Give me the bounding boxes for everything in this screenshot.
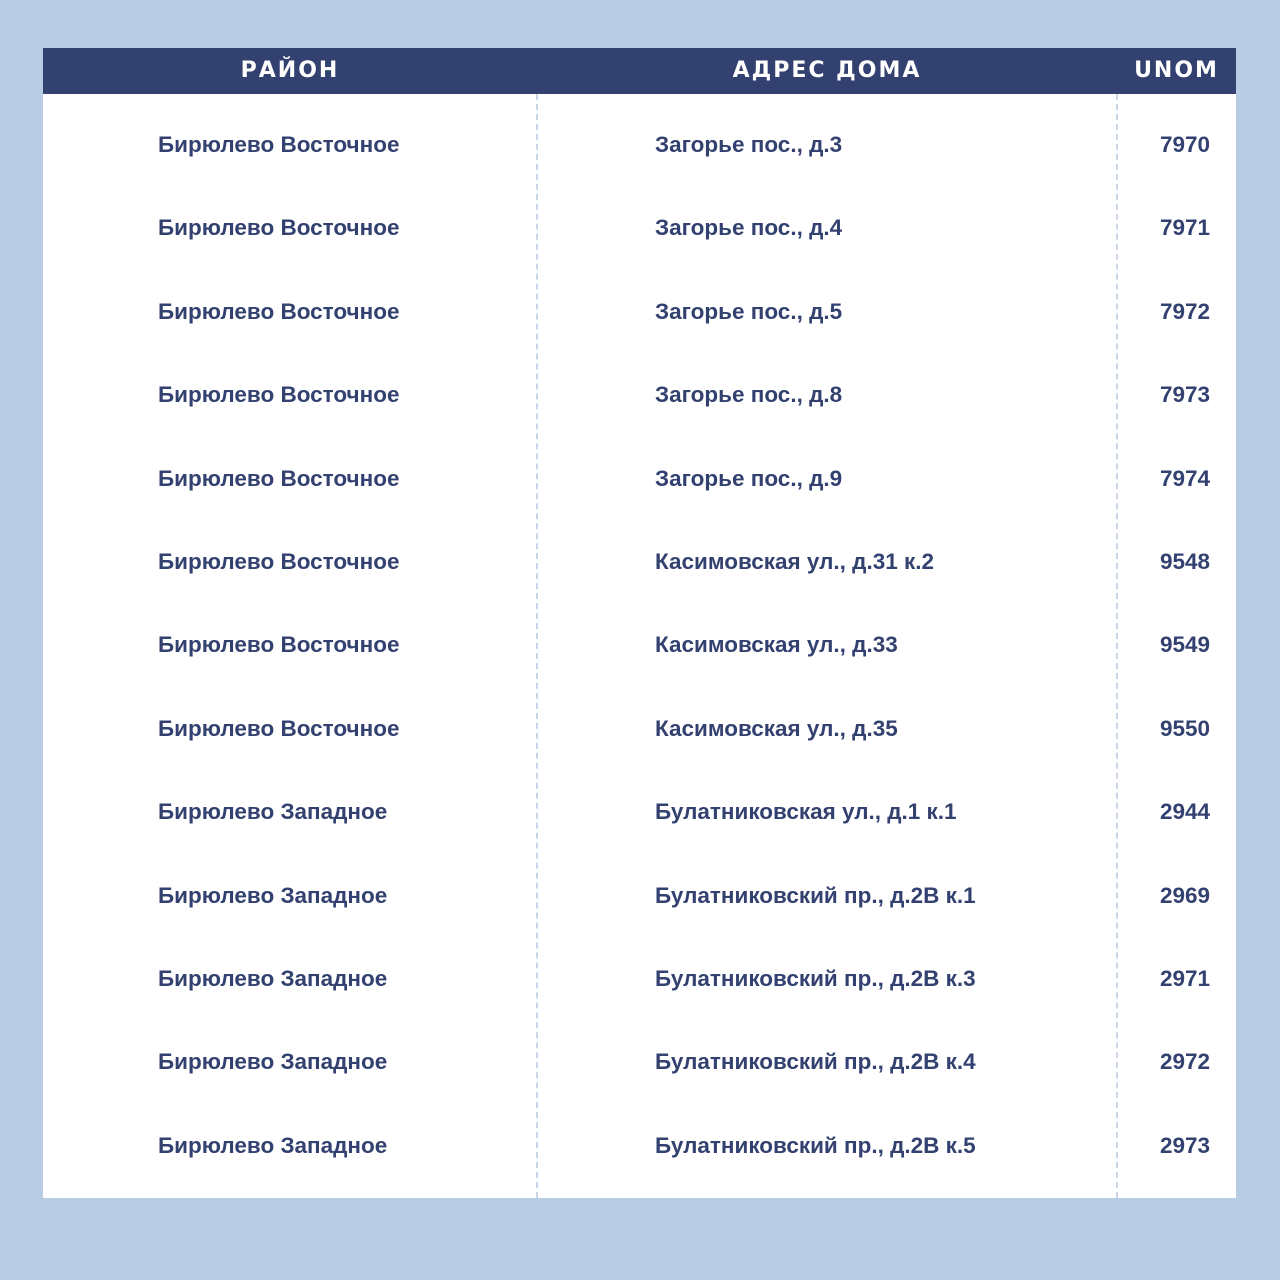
table-row (43, 687, 1236, 770)
address-cell: Булатниковская ул., д.1 к.1 (655, 799, 957, 825)
address-cell: Загорье пос., д.3 (655, 132, 843, 157)
table-row (43, 1104, 1236, 1187)
address-cell: Загорье пос., д.9 (655, 465, 843, 491)
address-table (43, 48, 1236, 1198)
address-cell: Касимовская ул., д.33 (655, 632, 898, 658)
district-cell: Бирюлево Восточное (158, 215, 400, 241)
district-cell: Бирюлево Западное (158, 882, 388, 908)
district-cell: Бирюлево Восточное (158, 298, 400, 324)
table-row (43, 937, 1236, 1020)
unom-cell: 7973 (1159, 382, 1210, 408)
district-cell: Бирюлево Восточное (158, 382, 400, 408)
address-cell: Загорье пос., д.4 (655, 215, 843, 241)
table-row (43, 353, 1236, 436)
table-row (43, 520, 1236, 603)
table-row (43, 603, 1236, 686)
unom-cell: 2944 (1159, 799, 1210, 825)
district-cell: Бирюлево Западное (158, 965, 388, 991)
address-cell: Булатниковский пр., д.2В к.3 (655, 965, 976, 991)
table-row (43, 854, 1236, 937)
district-cell: Бирюлево Восточное (158, 632, 400, 658)
column-header-unom: UNOM (1134, 58, 1219, 83)
table-row (43, 270, 1236, 353)
table-row (43, 103, 1236, 186)
district-cell: Бирюлево Восточное (158, 132, 400, 157)
district-cell: Бирюлево Восточное (158, 715, 400, 741)
table-body (43, 103, 1236, 1187)
address-cell: Булатниковский пр., д.2В к.5 (655, 1132, 976, 1158)
column-header-address: АДРЕС ДОМА (732, 58, 922, 83)
address-cell: Булатниковский пр., д.2В к.1 (655, 882, 976, 908)
district-cell: Бирюлево Восточное (158, 465, 400, 491)
address-cell: Касимовская ул., д.31 к.2 (655, 548, 934, 574)
address-cell: Булатниковский пр., д.2В к.4 (655, 1049, 976, 1075)
address-cell: Загорье пос., д.5 (655, 298, 843, 324)
district-cell: Бирюлево Западное (158, 799, 388, 825)
unom-cell: 7974 (1159, 465, 1210, 491)
column-header-district: РАЙОН (240, 58, 340, 83)
table-row (43, 437, 1236, 520)
unom-cell: 7972 (1159, 298, 1210, 324)
unom-cell: 2969 (1159, 882, 1210, 908)
unom-cell: 7970 (1159, 132, 1210, 157)
table-row (43, 770, 1236, 853)
unom-cell: 2972 (1159, 1049, 1210, 1075)
unom-cell: 9550 (1159, 715, 1210, 741)
unom-cell: 7971 (1159, 215, 1210, 241)
district-cell: Бирюлево Западное (158, 1049, 388, 1075)
unom-cell: 9549 (1159, 632, 1210, 658)
unom-cell: 9548 (1159, 548, 1210, 574)
district-cell: Бирюлево Восточное (158, 548, 400, 574)
unom-cell: 2973 (1159, 1132, 1210, 1158)
table-row (43, 1020, 1236, 1103)
table-row (43, 186, 1236, 269)
district-cell: Бирюлево Западное (158, 1132, 388, 1158)
address-cell: Загорье пос., д.8 (655, 382, 843, 408)
table-header (43, 48, 1236, 94)
unom-cell: 2971 (1159, 965, 1210, 991)
address-cell: Касимовская ул., д.35 (655, 715, 898, 741)
